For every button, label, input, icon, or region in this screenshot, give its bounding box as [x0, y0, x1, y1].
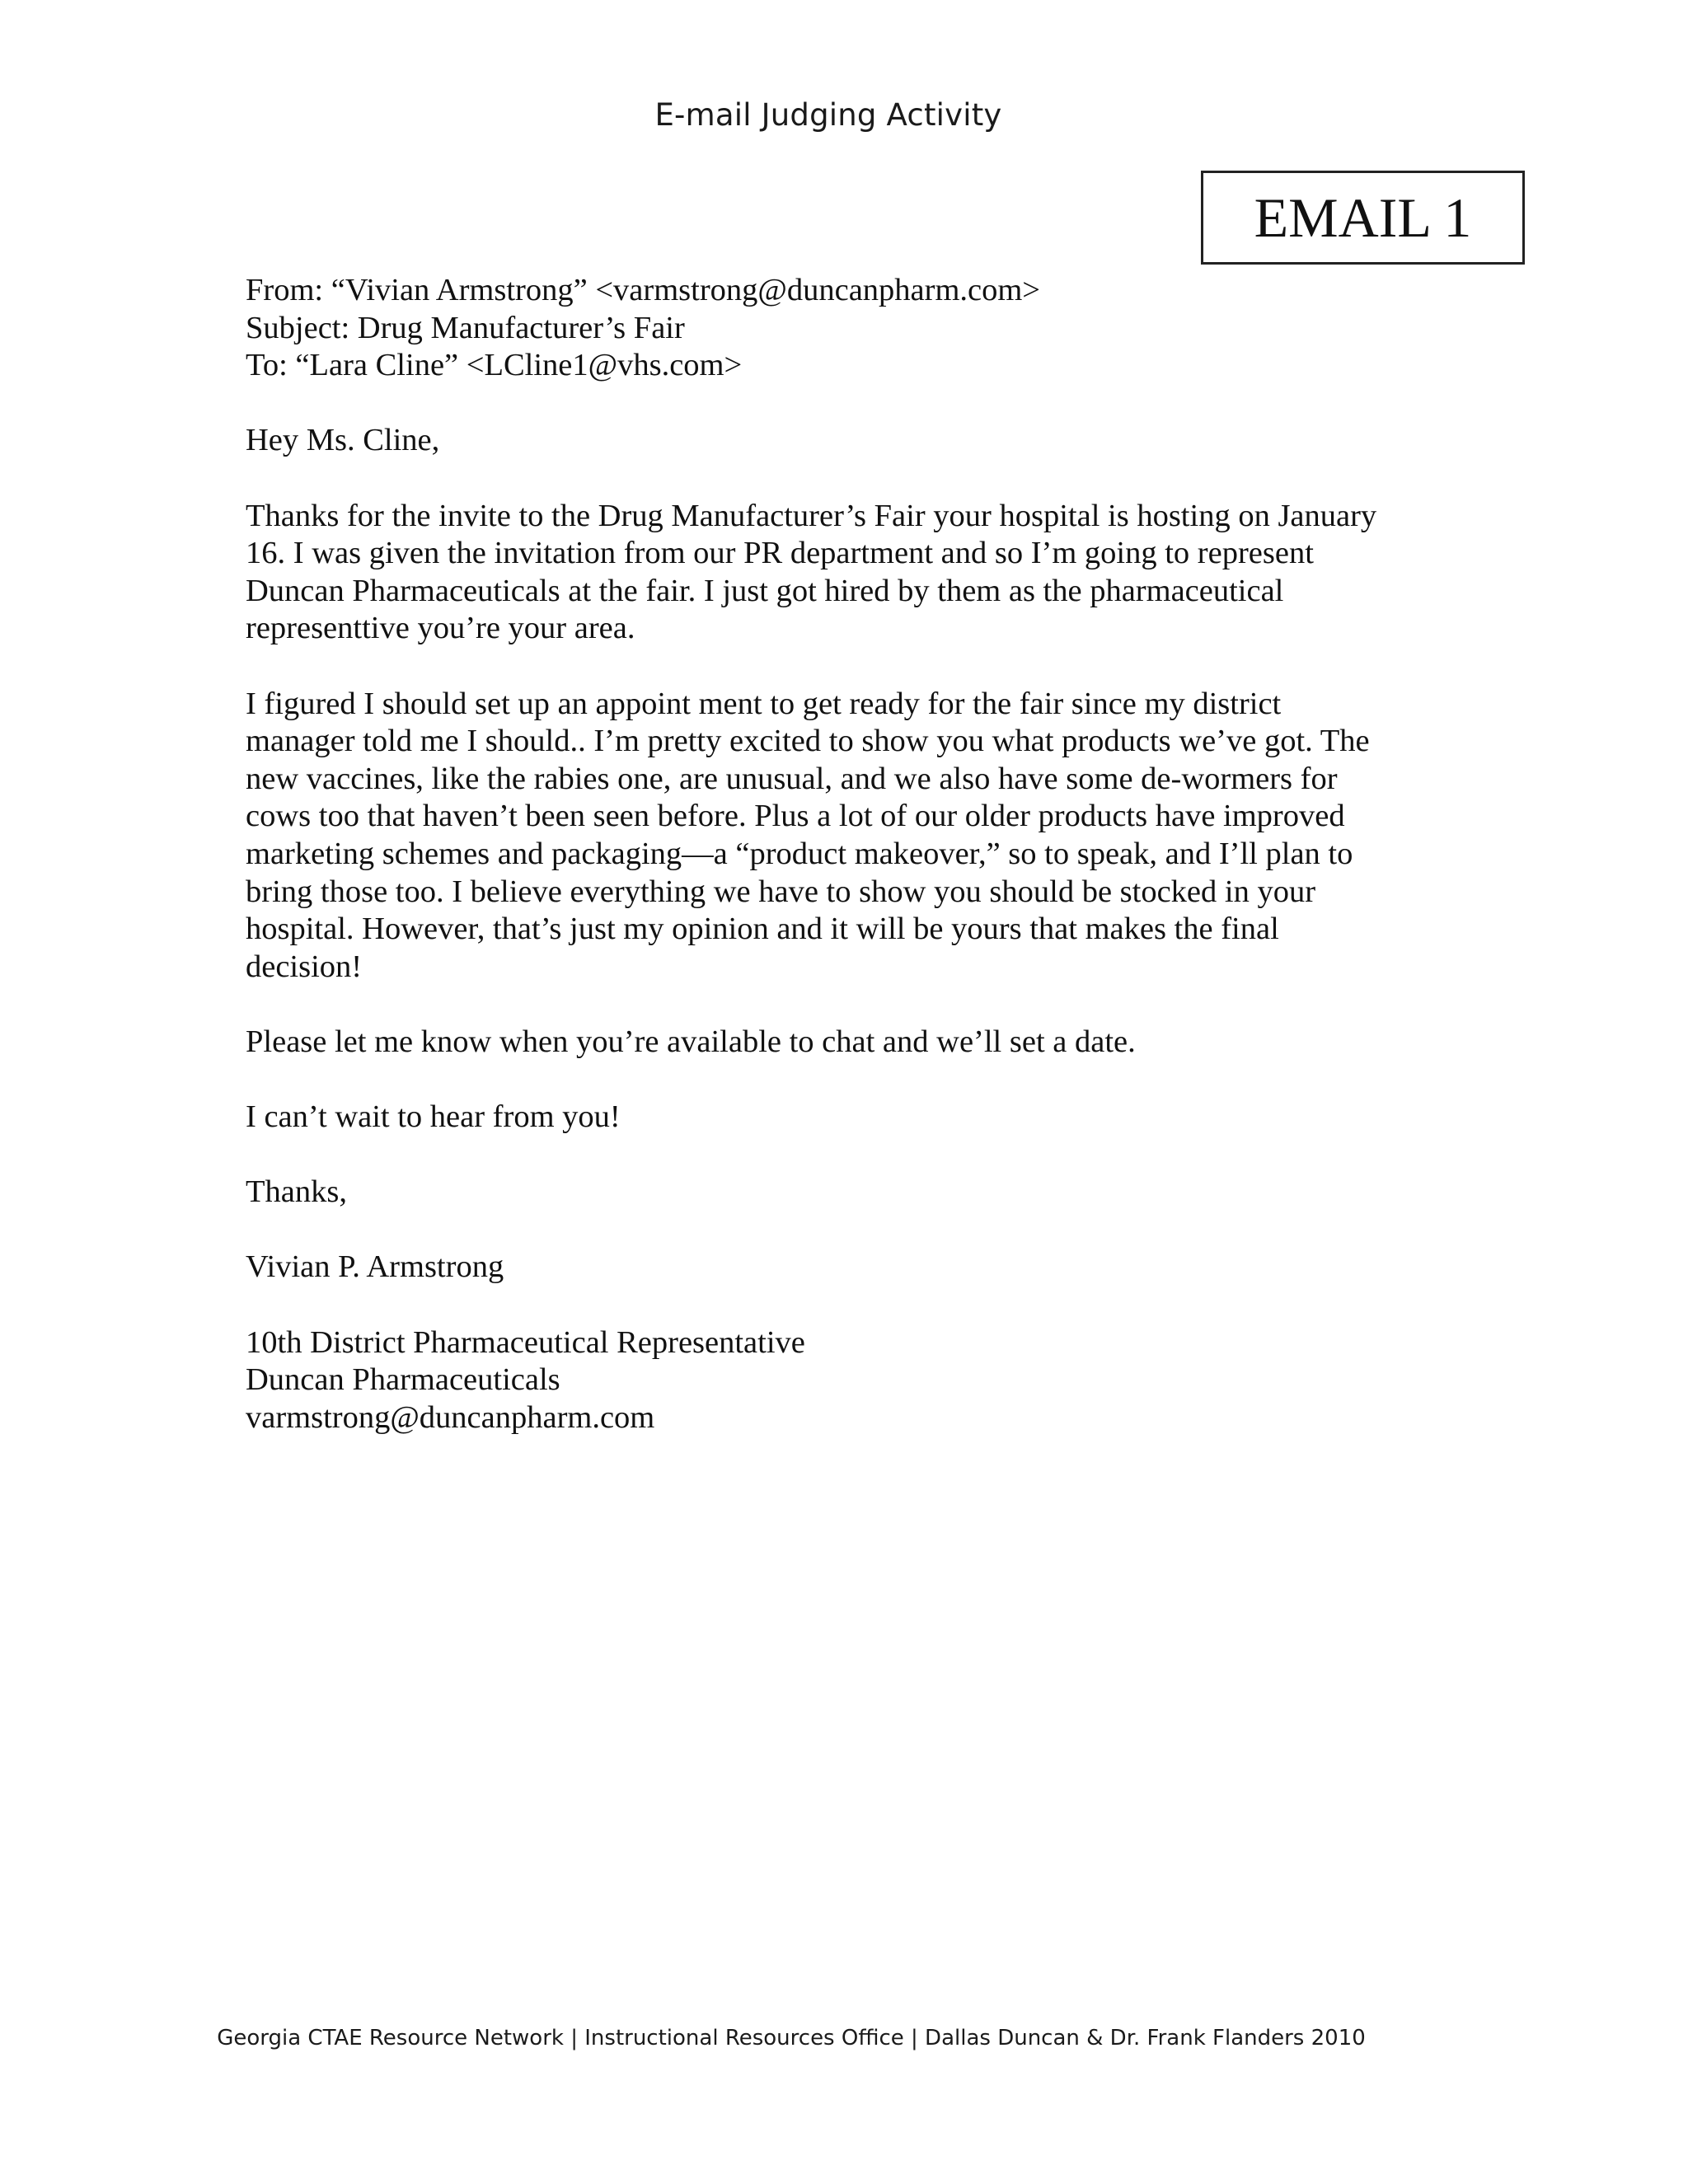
- paragraph-line: marketing schemes and packaging—a “product makeover,” so to speak, and I’ll plan to: [246, 836, 1353, 871]
- greeting: Hey Ms. Cline,: [246, 423, 440, 458]
- paragraph-line: decision!: [246, 949, 363, 984]
- paragraph-line: Thanks for the invite to the Drug Manufacturer’s Fair your hospital is hosting on January: [246, 498, 1377, 533]
- signature-company: Duncan Pharmaceuticals: [246, 1362, 560, 1398]
- paragraph-line: cows too that haven’t been seen before. Plus a lot of our older products have improved: [246, 799, 1345, 834]
- page-footer: Georgia CTAE Resource Network | Instructional Resources Office | Dallas Duncan & Dr. Frank Flanders 2010: [217, 2026, 1366, 2050]
- paragraph-1: [246, 498, 1449, 648]
- closing: Thanks,: [246, 1174, 347, 1210]
- signature-email: varmstrong@duncanpharm.com: [246, 1399, 655, 1435]
- paragraph-line: representtive you’re your area.: [246, 611, 635, 646]
- paragraph-line: Duncan Pharmaceuticals at the fair. I just got hired by them as the pharmaceutical: [246, 573, 1284, 608]
- signature-name: Vivian P. Armstrong: [246, 1249, 504, 1285]
- paragraph-3: Please let me know when you’re available to chat and we’ll set a date.: [246, 1024, 1136, 1059]
- paragraph-2: [246, 686, 1449, 987]
- paragraph-line: new vaccines, like the rabies one, are unusual, and we also have some de-wormers for: [246, 761, 1338, 796]
- from-line: From: “Vivian Armstrong” <varmstrong@duncanpharm.com>: [246, 273, 1041, 307]
- page-title: E-mail Judging Activity: [654, 97, 1002, 133]
- paragraph-line: bring those too. I believe everything we have to show you should be stocked in your: [246, 874, 1316, 909]
- paragraph-line: I figured I should set up an appoint ment to get ready for the fair since my district: [246, 686, 1282, 721]
- subject-line: Subject: Drug Manufacturer’s Fair: [246, 310, 685, 345]
- email-body: [246, 272, 1449, 1474]
- paragraph-line: hospital. However, that’s just my opinion and it will be yours that makes the final: [246, 912, 1279, 947]
- email-label: EMAIL 1: [1254, 185, 1472, 249]
- signature-block: [246, 1324, 1449, 1437]
- paragraph-line: 16. I was given the invitation from our PR department and so I’m going to represent: [246, 536, 1314, 571]
- email-label-box: [1201, 171, 1525, 265]
- to-line: To: “Lara Cline” <LCline1@vhs.com>: [246, 348, 743, 383]
- signature-title: 10th District Pharmaceutical Representative: [246, 1324, 805, 1360]
- email-header: [246, 272, 1449, 385]
- paragraph-line: manager told me I should.. I’m pretty excited to show you what products we’ve got. The: [246, 724, 1370, 759]
- paragraph-4: I can’t wait to hear from you!: [246, 1099, 621, 1135]
